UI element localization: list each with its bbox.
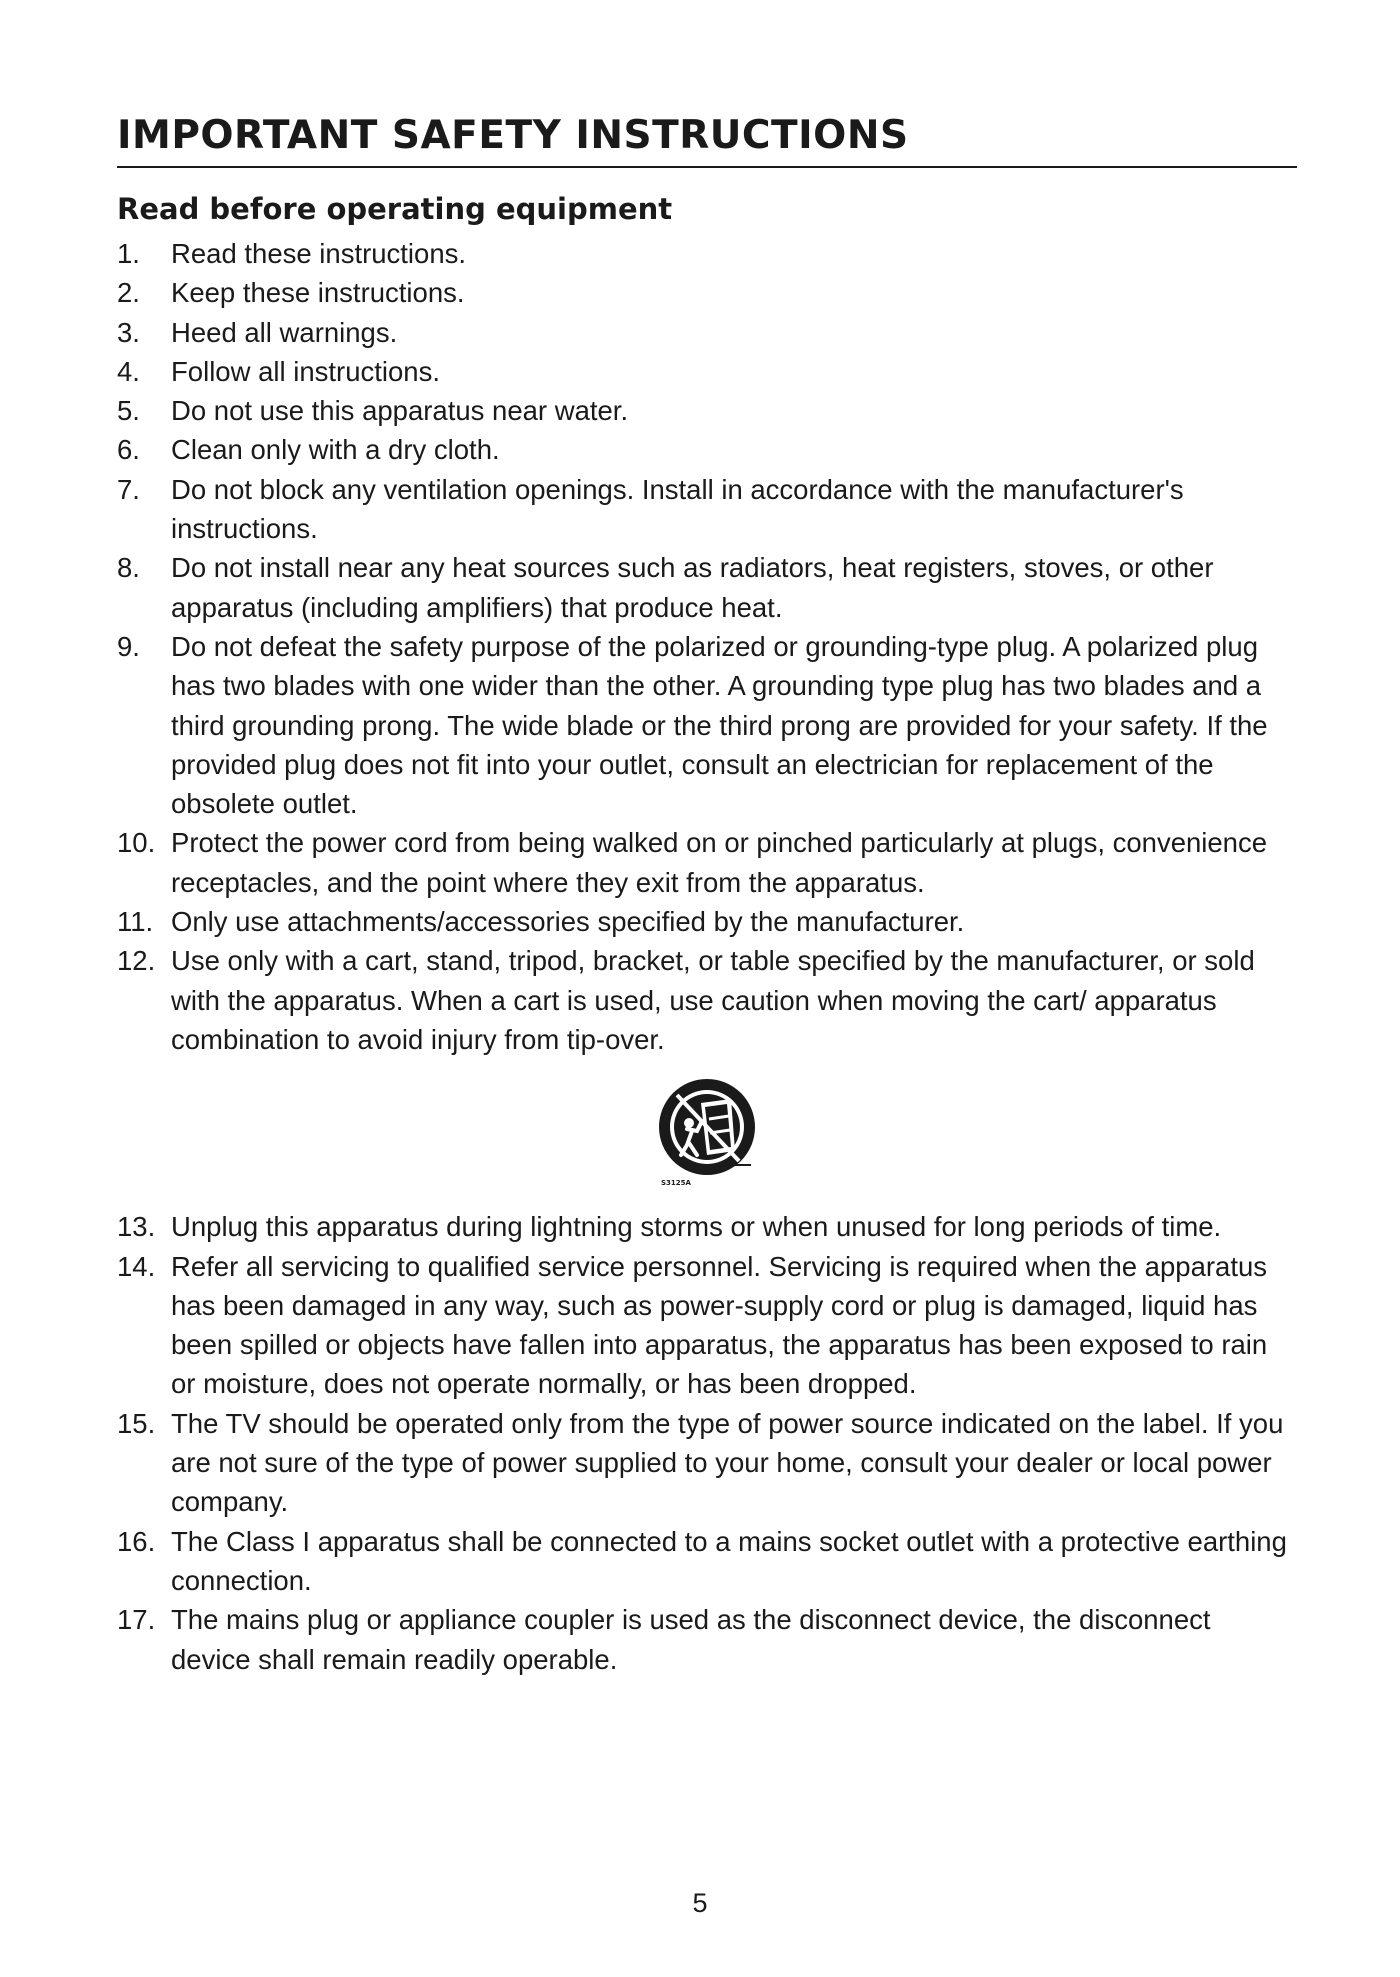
instruction-text: Use only with a cart, stand, tripod, bracket, or table specified by the manufacturer, or sold with the apparatus. When a cart is used, use caution when moving the cart/ apparatus combination to avoid injury from tip-over. (171, 945, 1255, 1055)
instruction-number: 5. (117, 395, 140, 427)
instruction-text: Keep these instructions. (171, 277, 465, 309)
instruction-number: 13. (117, 1211, 156, 1243)
instruction-text: Do not install near any heat sources such as radiators, heat registers, stoves, or other apparatus (including amplifiers) that produce heat. (171, 552, 1214, 623)
instruction-item (117, 1522, 1297, 1601)
instruction-item (117, 1207, 1297, 1246)
instruction-number: 15. (117, 1407, 156, 1439)
instruction-item (117, 548, 1297, 627)
instruction-item (117, 391, 1297, 430)
instruction-number: 16. (117, 1525, 156, 1557)
instruction-number: 12. (117, 945, 156, 977)
instruction-text: Read these instructions. (171, 238, 467, 269)
instruction-number: 10. (117, 827, 156, 859)
instruction-item (117, 234, 1297, 273)
instruction-text: The Class I apparatus shall be connected to a mains socket outlet with a protective earthing connection. (171, 1525, 1287, 1596)
instruction-text: Do not use this apparatus near water. (171, 395, 629, 427)
instruction-item (117, 273, 1297, 312)
instruction-item (117, 470, 1297, 549)
instruction-number: 3. (117, 316, 140, 348)
instruction-item (117, 627, 1297, 823)
instruction-item (117, 352, 1297, 391)
instruction-item (117, 313, 1297, 352)
cart-tip-over-warning-icon (647, 1071, 767, 1191)
instruction-text: The TV should be operated only from the type of power source indicated on the label. If you are not sure of the type of power supplied to your home, consult your dealer or local power company. (171, 1407, 1284, 1518)
instruction-text: Follow all instructions. (171, 355, 440, 387)
instruction-number: 2. (117, 277, 140, 309)
instruction-number: 17. (117, 1604, 156, 1636)
instruction-text: Unplug this apparatus during lightning storms or when unused for long periods of time. (171, 1211, 1222, 1243)
instruction-list-part2 (117, 1207, 1297, 1679)
page-title: IMPORTANT SAFETY INSTRUCTIONS (117, 112, 1297, 168)
instruction-number: 8. (117, 552, 140, 584)
instruction-item (117, 1600, 1297, 1679)
instruction-item (117, 902, 1297, 941)
instruction-item (117, 430, 1297, 469)
instruction-item (117, 1247, 1297, 1404)
instruction-list-part1 (117, 234, 1297, 1059)
instruction-item (117, 941, 1297, 1059)
instruction-text: Do not defeat the safety purpose of the polarized or grounding-type plug. A polarized plug has two blades with one wider than the other. A grounding type plug has two blades and a third grounding prong. The wide blade or the third prong are provided for your safety. If the provided plug does not fit into your outlet, consult an electrician for replacement of the obsolete outlet. (171, 630, 1268, 820)
instruction-item (117, 1404, 1297, 1522)
page-subtitle: Read before operating equipment (117, 192, 673, 226)
document-page (117, 112, 1297, 1679)
instruction-text: The mains plug or appliance coupler is used as the disconnect device, the disconnect device shall remain readily operable. (171, 1604, 1211, 1675)
instruction-number: 9. (117, 630, 140, 662)
instruction-text: Refer all servicing to qualified service personnel. Servicing is required when the apparatus has been damaged in any way, such as power-supply cord or plug is damaged, liquid has been spilled or objects have fallen into apparatus, the apparatus has been exposed to rain or moisture, does not operate normally, or has been dropped. (171, 1250, 1268, 1400)
instruction-text: Do not block any ventilation openings. Install in accordance with the manufacturer's instructions. (171, 473, 1184, 545)
symbol-code: S3125A (661, 1179, 691, 1188)
instruction-text: Heed all warnings. (171, 316, 398, 348)
instruction-number: 11. (117, 906, 154, 938)
instruction-text: Only use attachments/accessories specified by the manufacturer. (171, 906, 965, 938)
instruction-number: 6. (117, 434, 140, 466)
instruction-number: 4. (117, 355, 140, 387)
instruction-number: 14. (117, 1250, 156, 1282)
instruction-item (117, 823, 1297, 902)
cart-warning-symbol (117, 1059, 1297, 1207)
instruction-text: Clean only with a dry cloth. (171, 434, 500, 466)
instruction-text: Protect the power cord from being walked on or pinched particularly at plugs, convenience receptacles, and the point where they exit from the apparatus. (171, 827, 1268, 898)
instruction-number: 7. (117, 473, 140, 505)
instruction-number: 1. (117, 238, 140, 269)
page-number: 5 (692, 1888, 708, 1918)
